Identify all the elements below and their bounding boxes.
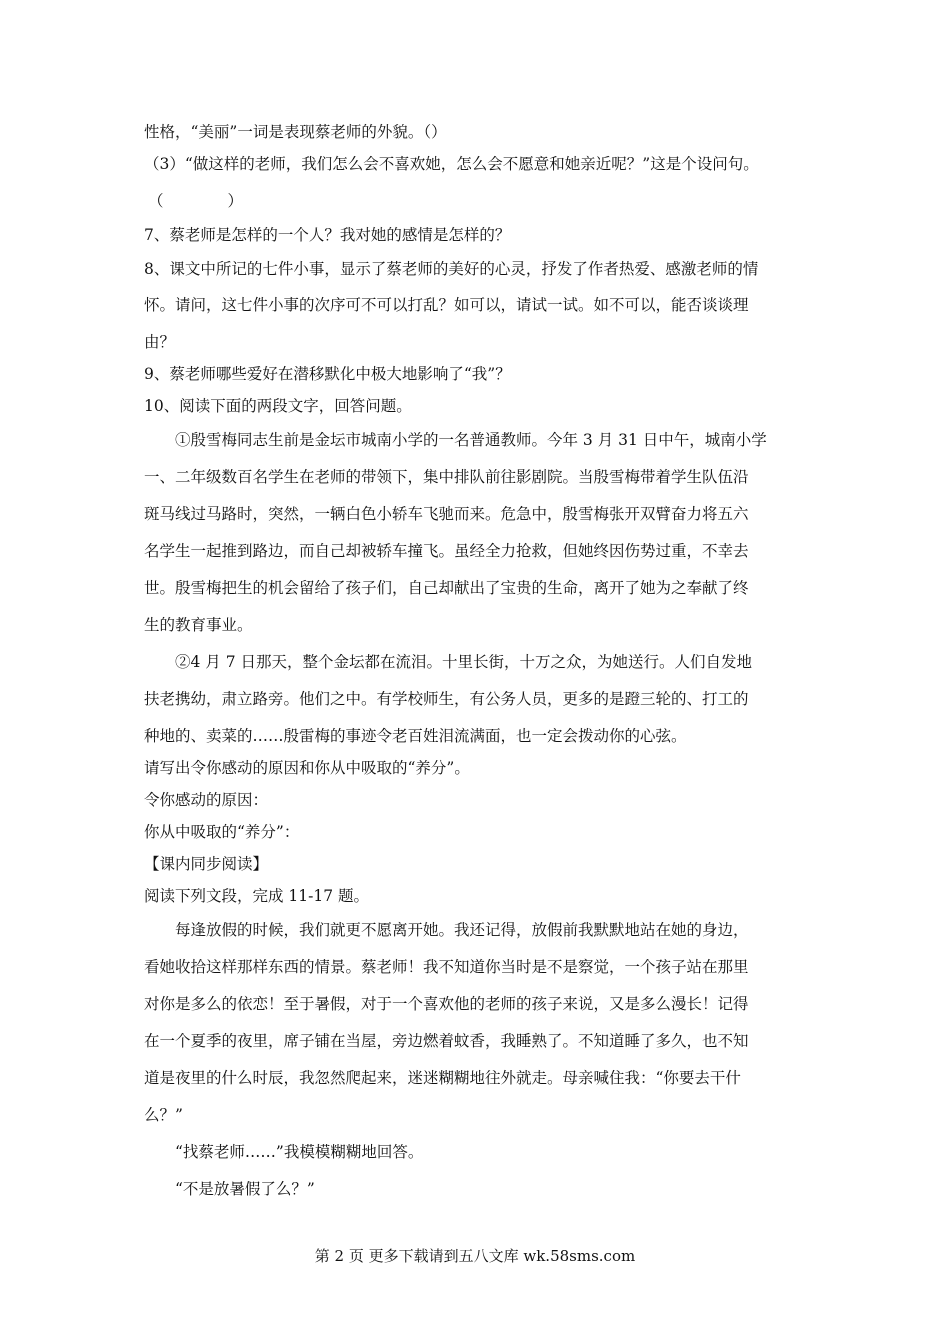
- question-8-line: 由？: [144, 332, 176, 351]
- story-line: 对你是多么的依恋！至于暑假，对于一个喜欢他的老师的孩子来说，又是多么漫长！记得: [144, 994, 749, 1013]
- question-10: 10、阅读下面的两段文字，回答问题。: [144, 396, 412, 415]
- question-7: 7、蔡老师是怎样的一个人？我对她的感情是怎样的？: [144, 225, 511, 244]
- passage-line: 扶老携幼，肃立路旁。他们之中。有学校师生，有公务人员，更多的是蹬三轮的、打工的: [144, 689, 749, 708]
- section-instruction: 阅读下列文段，完成 11-17 题。: [144, 886, 370, 905]
- question-9: 9、蔡老师哪些爱好在潜移默化中极大地影响了“我”？: [144, 364, 511, 383]
- passage-line: ②4 月 7 日那天，整个金坛都在流泪。十里长街，十万之众，为她送行。人们自发地: [175, 652, 753, 671]
- bracket-open: （: [148, 191, 164, 210]
- passage-line: 斑马线过马路时，突然，一辆白色小轿车飞驰而来。危急中，殷雪梅张开双臂奋力将五六: [144, 504, 749, 523]
- passage-line: 种地的、卖菜的……殷雷梅的事迹令老百姓泪流满面，也一定会拨动你的心弦。: [144, 726, 687, 745]
- passage-line: 名学生一起推到路边，而自己却被轿车撞飞。虽经全力抢救，但她终因伤势过重，不幸去: [144, 541, 749, 560]
- prompt-write: 请写出令你感动的原因和你从中吸取的“养分”。: [144, 758, 470, 777]
- story-passage: [144, 920, 814, 1216]
- dialogue-line: “找蔡老师……”我模模糊糊地回答。: [175, 1142, 424, 1161]
- bracket-close: ）: [227, 191, 244, 210]
- story-line: 在一个夏季的夜里，席子铺在当屋，旁边燃着蚊香，我睡熟了。不知道睡了多久，也不知: [144, 1031, 749, 1050]
- answer-bracket: [144, 191, 814, 225]
- story-line: 每逢放假的时候，我们就更不愿离开她。我还记得，放假前我默默地站在她的身边，: [175, 920, 749, 939]
- prompt-reason: 令你感动的原因：: [144, 790, 269, 809]
- passage-line: ①殷雪梅同志生前是金坛市城南小学的一名普通教师。今年 3 月 31 日中午，城南小学: [175, 430, 767, 449]
- passage-line: 世。殷雪梅把生的机会留给了孩子们，自己却献出了宝贵的生命，离开了她为之奉献了终: [144, 578, 749, 597]
- passage-line: 生的教育事业。: [144, 615, 253, 634]
- passage-2: [144, 652, 814, 758]
- text-line: （3）“做这样的老师，我们怎么会不喜欢她，怎么会不愿意和她亲近呢？”这是个设问句。: [144, 155, 759, 173]
- story-line: 看她收拾这样那样东西的情景。蔡老师！我不知道你当时是不是察觉，一个孩子站在那里: [144, 957, 749, 976]
- text-line: 性格，“美丽”一词是表现蔡老师的外貌。（）: [144, 123, 447, 141]
- prompt-nutrient: 你从中吸取的“养分”：: [144, 822, 300, 841]
- story-line: 道是夜里的什么时辰，我忽然爬起来，迷迷糊糊地往外就走。母亲喊住我：“你要去干什: [144, 1068, 741, 1087]
- question-8-line: 8、课文中所记的七件小事，显示了蔡老师的美好的心灵，抒发了作者热爱、感激老师的情: [144, 259, 759, 278]
- story-line: 么？”: [144, 1105, 183, 1124]
- page-footer: 第 2 页 更多下载请到五八文库 wk.58sms.com: [314, 1247, 636, 1265]
- section-title: 【课内同步阅读】: [144, 854, 269, 873]
- question-8-line: 怀。请问，这七件小事的次序可不可以打乱？如可以，请试一试。如不可以，能否谈谈理: [144, 296, 749, 314]
- dialogue-line: “不是放暑假了么？”: [175, 1179, 315, 1198]
- passage-line: 一、二年级数百名学生在老师的带领下，集中排队前往影剧院。当殷雪梅带着学生队伍沿: [144, 467, 749, 486]
- passage-1: [144, 430, 814, 652]
- document-body: [144, 122, 814, 1216]
